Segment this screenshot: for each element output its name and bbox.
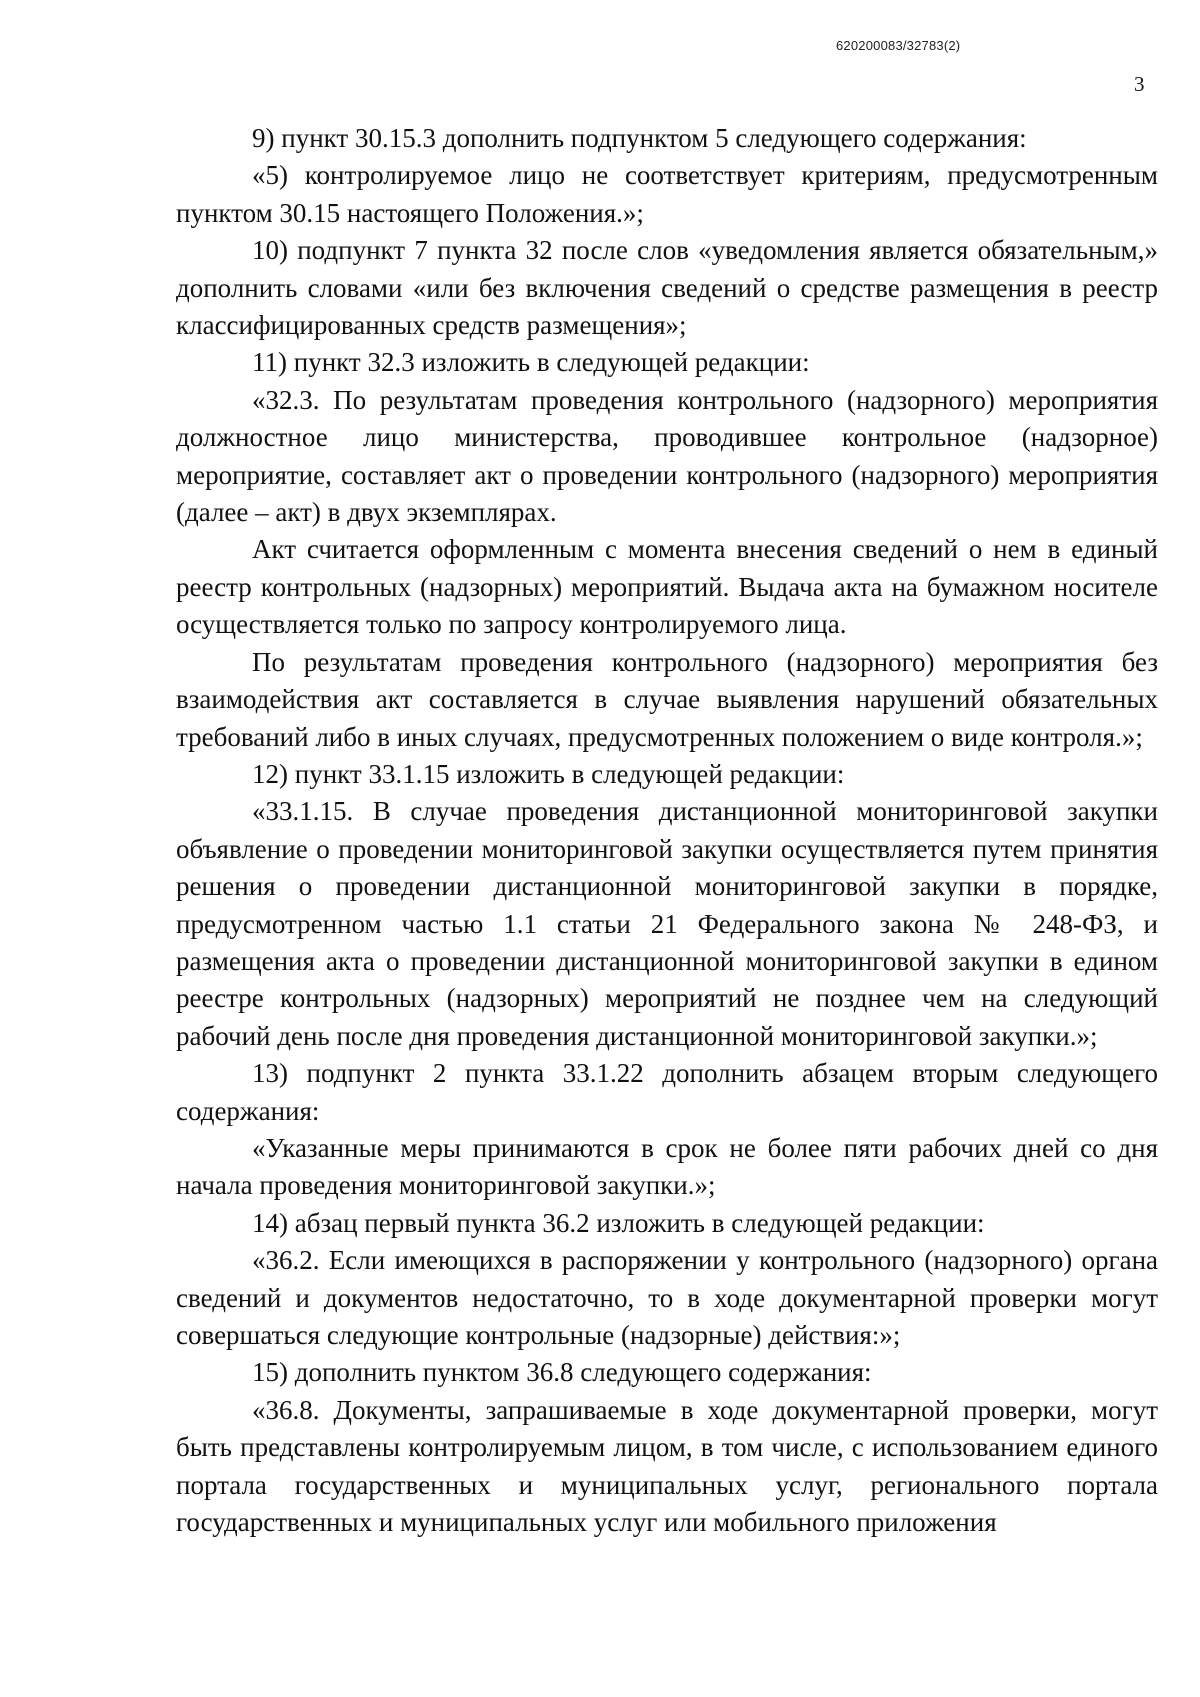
document-id: 620200083/32783(2)	[836, 38, 961, 53]
paragraph: «33.1.15. В случае проведения дистанционной мониторинговой закупки объявление о проведении мониторинговой закупки осуществляется путем принятия решения о проведении дистанционной мониторинговой закупки в порядке, предусмотренном частью 1.1 статьи 21 Федерального закона № 248-ФЗ, и размещения акта о проведении дистанционной мониторинговой закупки в едином реестре контрольных (надзорных) мероприятий не позднее чем на следующий рабочий день после дня проведения дистанционной мониторинговой закупки.»;	[176, 796, 1158, 1051]
document-body	[176, 120, 1158, 1541]
paragraph: 13) подпункт 2 пункта 33.1.22 дополнить абзацем вторым следующего содержания:	[176, 1058, 1158, 1126]
paragraph: Акт считается оформленным с момента внесения сведений о нем в единый реестр контрольных (надзорных) мероприятий. Выдача акта на бумажном носителе осуществляется только по запросу контролируемого лица.	[176, 534, 1158, 640]
paragraph: По результатам проведения контрольного (надзорного) мероприятия без взаимодействия акт составляется в случае выявления нарушений обязательных требований либо в иных случаях, предусмотренных положением о виде контроля.»;	[176, 646, 1158, 752]
paragraph: 12) пункт 33.1.15 изложить в следующей редакции:	[252, 758, 845, 789]
paragraph: 10) подпункт 7 пункта 32 после слов «уведомления является обязательным,» дополнить словами «или без включения сведений о средстве размещения в реестр классифицированных средств размещения»;	[176, 235, 1158, 341]
paragraph: «36.2. Если имеющихся в распоряжении у контрольного (надзорного) органа сведений и документов недостаточно, то в ходе документарной проверки могут совершаться следующие контрольные (надзорные) действия:»;	[176, 1245, 1158, 1350]
paragraph: «Указанные меры принимаются в срок не более пяти рабочих дней со дня начала проведения мониторинговой закупки.»;	[176, 1132, 1158, 1201]
page-number: 3	[1134, 72, 1145, 96]
paragraph: «36.8. Документы, запрашиваемые в ходе документарной проверки, могут быть представлены контролируемым лицом, в том числе, с использованием единого портала государственных и муниципальных услуг, регионального портала государственных и муниципальных услуг или мобильного приложения	[176, 1394, 1158, 1538]
paragraph: «32.3. По результатам проведения контрольного (надзорного) мероприятия должностное лицо министерства, проводившее контрольное (надзорное) мероприятие, составляет акт о проведении контрольного (надзорного) мероприятия (далее – акт) в двух экземплярах.	[176, 384, 1158, 528]
paragraph: 14) абзац первый пункта 36.2 изложить в следующей редакции:	[252, 1207, 985, 1238]
paragraph: «5) контролируемое лицо не соответствует критериям, предусмотренным пунктом 30.15 настоящего Положения.»;	[176, 160, 1158, 228]
paragraph: 15) дополнить пунктом 36.8 следующего содержания:	[252, 1357, 872, 1388]
paragraph: 9) пункт 30.15.3 дополнить подпунктом 5 следующего содержания:	[252, 123, 1027, 153]
paragraph: 11) пункт 32.3 изложить в следующей редакции:	[252, 347, 810, 378]
